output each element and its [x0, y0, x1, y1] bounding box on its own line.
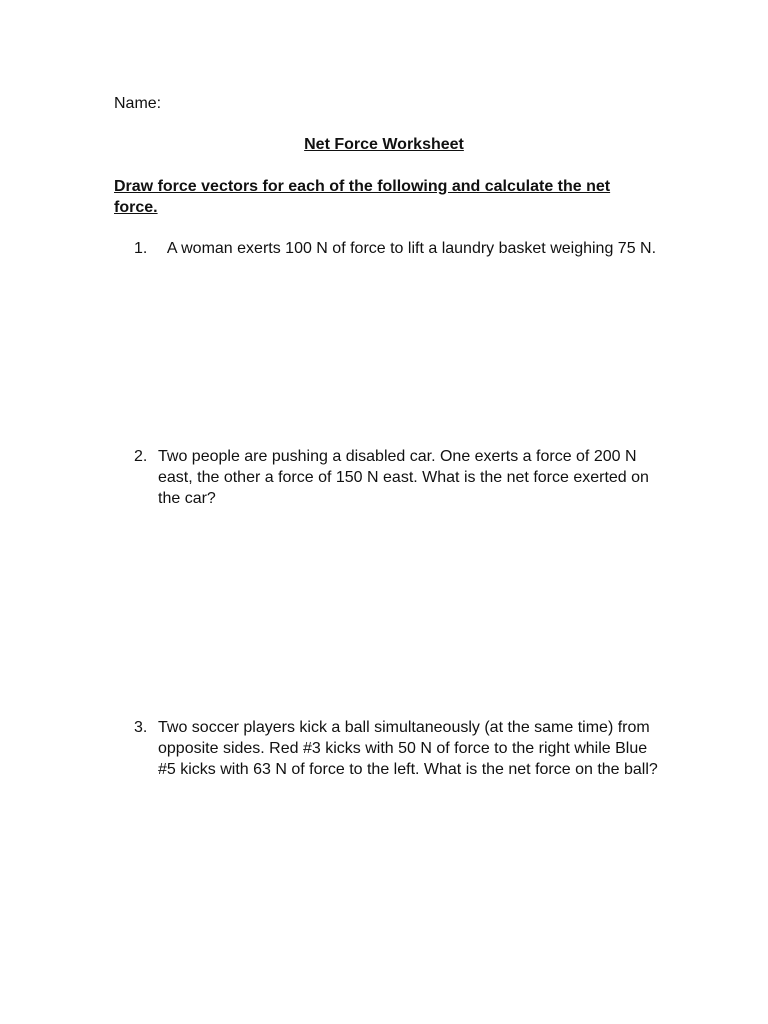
question-2 [134, 446, 664, 509]
question-number: 1. [134, 240, 148, 257]
question-1 [134, 238, 664, 259]
question-number: 2. [134, 448, 148, 465]
question-number: 3. [134, 719, 148, 736]
name-label: Name: [114, 95, 162, 112]
worksheet-title: Net Force Worksheet [304, 136, 464, 153]
question-text: Two soccer players kick a ball simultaneously (at the same time) from opposite sides. Red #3 kicks with 50 N of force to the right while Blue #5 kicks with 63 N of force to the left. What is the net force on the ball? [158, 719, 658, 778]
question-3 [134, 717, 664, 780]
instructions-text: Draw force vectors for each of the following and calculate the net force. [114, 178, 611, 216]
question-text: Two people are pushing a disabled car. One exerts a force of 200 N east, the other a force of 150 N east. What is the net force exerted on the car? [158, 448, 649, 507]
question-text: A woman exerts 100 N of force to lift a laundry basket weighing 75 N. [158, 240, 657, 257]
